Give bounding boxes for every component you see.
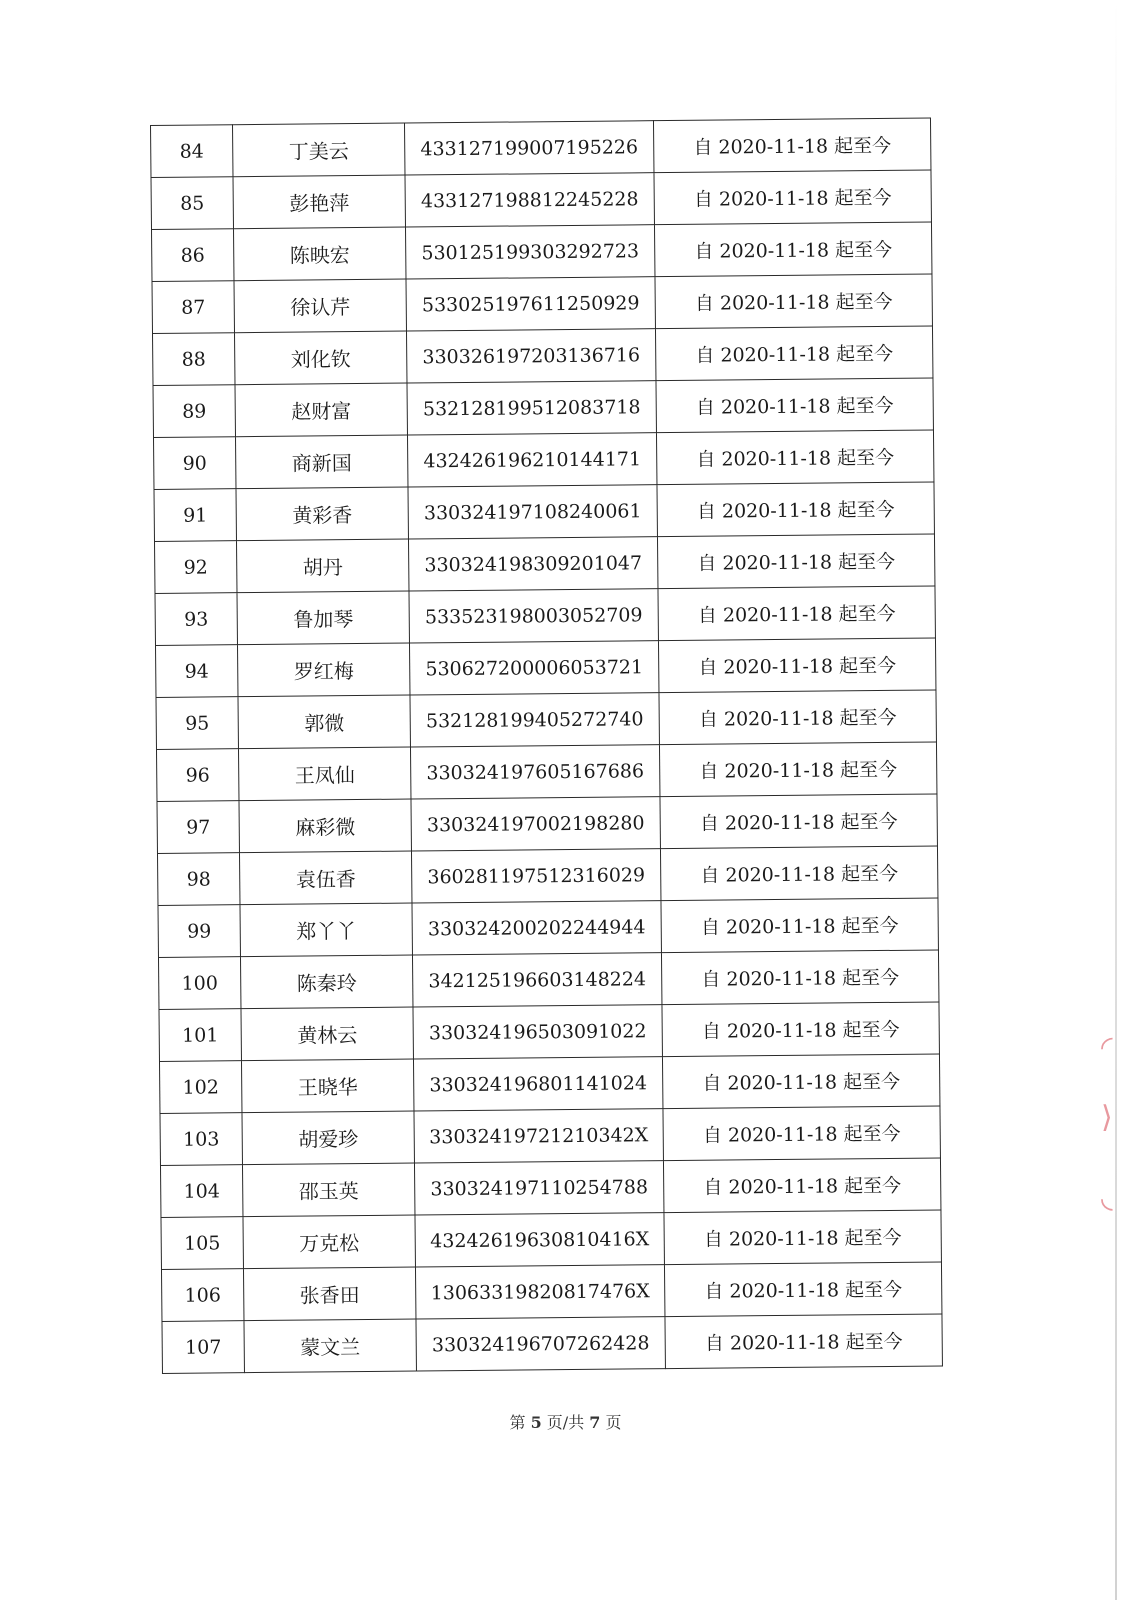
name-cell: 陈映宏 xyxy=(233,227,405,281)
table-row xyxy=(157,846,937,905)
table-row xyxy=(153,430,933,489)
table-row xyxy=(153,378,933,437)
name-cell: 赵财富 xyxy=(235,383,407,437)
table-row xyxy=(158,898,938,957)
name-cell: 万克松 xyxy=(243,1215,415,1269)
page-footer xyxy=(0,1410,1131,1433)
table-row xyxy=(152,274,932,333)
id-number-cell: 33032419721210342X xyxy=(414,1109,663,1163)
footer-middle: 页/共 xyxy=(546,1413,585,1432)
row-number-cell: 93 xyxy=(155,593,237,646)
id-number-cell: 330324197605167686 xyxy=(410,745,659,799)
row-number-cell: 99 xyxy=(158,905,240,958)
period-cell: 自 2020-11-18 起至今 xyxy=(656,430,933,485)
table-row xyxy=(157,794,937,853)
period-cell: 自 2020-11-18 起至今 xyxy=(665,1314,942,1369)
table-row xyxy=(156,742,936,801)
table-row xyxy=(151,170,931,229)
row-number-cell: 97 xyxy=(157,801,239,854)
period-cell: 自 2020-11-18 起至今 xyxy=(658,638,935,693)
seal-stamp-fragment: ◜ ⟩ ◟ xyxy=(1101,1030,1113,1215)
period-cell: 自 2020-11-18 起至今 xyxy=(657,534,934,589)
row-number-cell: 94 xyxy=(155,645,237,698)
roster-table-body xyxy=(151,118,943,1373)
id-number-cell: 330324196801141024 xyxy=(413,1057,662,1111)
row-number-cell: 84 xyxy=(151,125,233,178)
total-pages-number: 7 xyxy=(589,1413,601,1432)
id-number-cell: 433127198812245228 xyxy=(405,173,654,227)
row-number-cell: 95 xyxy=(156,697,238,750)
period-cell: 自 2020-11-18 起至今 xyxy=(658,586,935,641)
period-cell: 自 2020-11-18 起至今 xyxy=(660,846,937,901)
id-number-cell: 530125199303292723 xyxy=(405,225,654,279)
period-cell: 自 2020-11-18 起至今 xyxy=(659,690,936,745)
period-cell: 自 2020-11-18 起至今 xyxy=(659,742,936,797)
period-cell: 自 2020-11-18 起至今 xyxy=(663,1106,940,1161)
row-number-cell: 107 xyxy=(162,1321,244,1374)
name-cell: 胡爱珍 xyxy=(242,1111,414,1165)
period-cell: 自 2020-11-18 起至今 xyxy=(660,794,937,849)
id-number-cell: 330324196707262428 xyxy=(416,1317,665,1371)
name-cell: 张香田 xyxy=(243,1267,415,1321)
id-number-cell: 43242619630810416X xyxy=(415,1213,664,1267)
name-cell: 黄林云 xyxy=(241,1007,413,1061)
footer-suffix: 页 xyxy=(605,1413,622,1432)
name-cell: 麻彩微 xyxy=(239,799,411,853)
row-number-cell: 87 xyxy=(152,281,234,334)
row-number-cell: 106 xyxy=(161,1269,243,1322)
name-cell: 彭艳萍 xyxy=(233,175,405,229)
id-number-cell: 532128199405272740 xyxy=(410,693,659,747)
name-cell: 胡丹 xyxy=(236,539,408,593)
row-number-cell: 102 xyxy=(159,1061,241,1114)
period-cell: 自 2020-11-18 起至今 xyxy=(654,222,931,277)
roster-table xyxy=(150,118,943,1374)
table-row xyxy=(152,222,932,281)
id-number-cell: 330324197108240061 xyxy=(408,485,657,539)
name-cell: 蒙文兰 xyxy=(244,1319,416,1373)
name-cell: 邵玉英 xyxy=(242,1163,414,1217)
name-cell: 商新国 xyxy=(235,435,407,489)
name-cell: 徐认芹 xyxy=(234,279,406,333)
table-row xyxy=(162,1314,942,1373)
row-number-cell: 100 xyxy=(158,957,240,1010)
name-cell: 鲁加琴 xyxy=(237,591,409,645)
footer-prefix: 第 xyxy=(509,1413,526,1432)
period-cell: 自 2020-11-18 起至今 xyxy=(661,950,938,1005)
name-cell: 袁伍香 xyxy=(239,851,411,905)
name-cell: 罗红梅 xyxy=(237,643,409,697)
table-row xyxy=(155,586,935,645)
table-row xyxy=(161,1210,941,1269)
period-cell: 自 2020-11-18 起至今 xyxy=(655,274,932,329)
period-cell: 自 2020-11-18 起至今 xyxy=(653,118,930,173)
name-cell: 刘化钦 xyxy=(234,331,406,385)
row-number-cell: 103 xyxy=(160,1113,242,1166)
id-number-cell: 360281197512316029 xyxy=(411,849,660,903)
row-number-cell: 92 xyxy=(154,541,236,594)
row-number-cell: 85 xyxy=(151,177,233,230)
table-row xyxy=(153,326,933,385)
table-row xyxy=(159,1054,939,1113)
name-cell: 郭微 xyxy=(238,695,410,749)
row-number-cell: 96 xyxy=(156,749,238,802)
table-row xyxy=(161,1262,941,1321)
id-number-cell: 330324197002198280 xyxy=(411,797,660,851)
id-number-cell: 330324197110254788 xyxy=(414,1161,663,1215)
name-cell: 郑丫丫 xyxy=(240,903,412,957)
id-number-cell: 342125196603148224 xyxy=(412,953,661,1007)
table-row xyxy=(154,482,934,541)
id-number-cell: 13063319820817476X xyxy=(415,1265,664,1319)
period-cell: 自 2020-11-18 起至今 xyxy=(664,1262,941,1317)
name-cell: 王凤仙 xyxy=(238,747,410,801)
table-row xyxy=(151,118,931,177)
period-cell: 自 2020-11-18 起至今 xyxy=(662,1054,939,1109)
name-cell: 丁美云 xyxy=(233,123,405,177)
scan-edge-shadow xyxy=(1115,0,1117,1600)
table-row xyxy=(159,1002,939,1061)
id-number-cell: 533523198003052709 xyxy=(409,589,658,643)
id-number-cell: 432426196210144171 xyxy=(407,433,656,487)
period-cell: 自 2020-11-18 起至今 xyxy=(655,326,932,381)
row-number-cell: 104 xyxy=(160,1165,242,1218)
table-row xyxy=(160,1158,940,1217)
period-cell: 自 2020-11-18 起至今 xyxy=(662,1002,939,1057)
name-cell: 王晓华 xyxy=(241,1059,413,1113)
id-number-cell: 330324200202244944 xyxy=(412,901,661,955)
table-row xyxy=(155,638,935,697)
row-number-cell: 88 xyxy=(153,333,235,386)
table-row xyxy=(156,690,936,749)
row-number-cell: 101 xyxy=(159,1009,241,1062)
id-number-cell: 330324196503091022 xyxy=(413,1005,662,1059)
table-row xyxy=(154,534,934,593)
table-row xyxy=(160,1106,940,1165)
row-number-cell: 89 xyxy=(153,385,235,438)
period-cell: 自 2020-11-18 起至今 xyxy=(657,482,934,537)
period-cell: 自 2020-11-18 起至今 xyxy=(663,1158,940,1213)
row-number-cell: 90 xyxy=(153,437,235,490)
id-number-cell: 533025197611250929 xyxy=(406,277,655,331)
period-cell: 自 2020-11-18 起至今 xyxy=(664,1210,941,1265)
name-cell: 陈秦玲 xyxy=(240,955,412,1009)
period-cell: 自 2020-11-18 起至今 xyxy=(661,898,938,953)
row-number-cell: 91 xyxy=(154,489,236,542)
table-row xyxy=(158,950,938,1009)
id-number-cell: 330324198309201047 xyxy=(408,537,657,591)
row-number-cell: 86 xyxy=(152,229,234,282)
row-number-cell: 105 xyxy=(161,1217,243,1270)
id-number-cell: 530627200006053721 xyxy=(409,641,658,695)
id-number-cell: 330326197203136716 xyxy=(406,329,655,383)
name-cell: 黄彩香 xyxy=(236,487,408,541)
row-number-cell: 98 xyxy=(157,853,239,906)
id-number-cell: 433127199007195226 xyxy=(404,121,653,175)
period-cell: 自 2020-11-18 起至今 xyxy=(654,170,931,225)
id-number-cell: 532128199512083718 xyxy=(407,381,656,435)
current-page-number: 5 xyxy=(530,1413,542,1432)
period-cell: 自 2020-11-18 起至今 xyxy=(656,378,933,433)
